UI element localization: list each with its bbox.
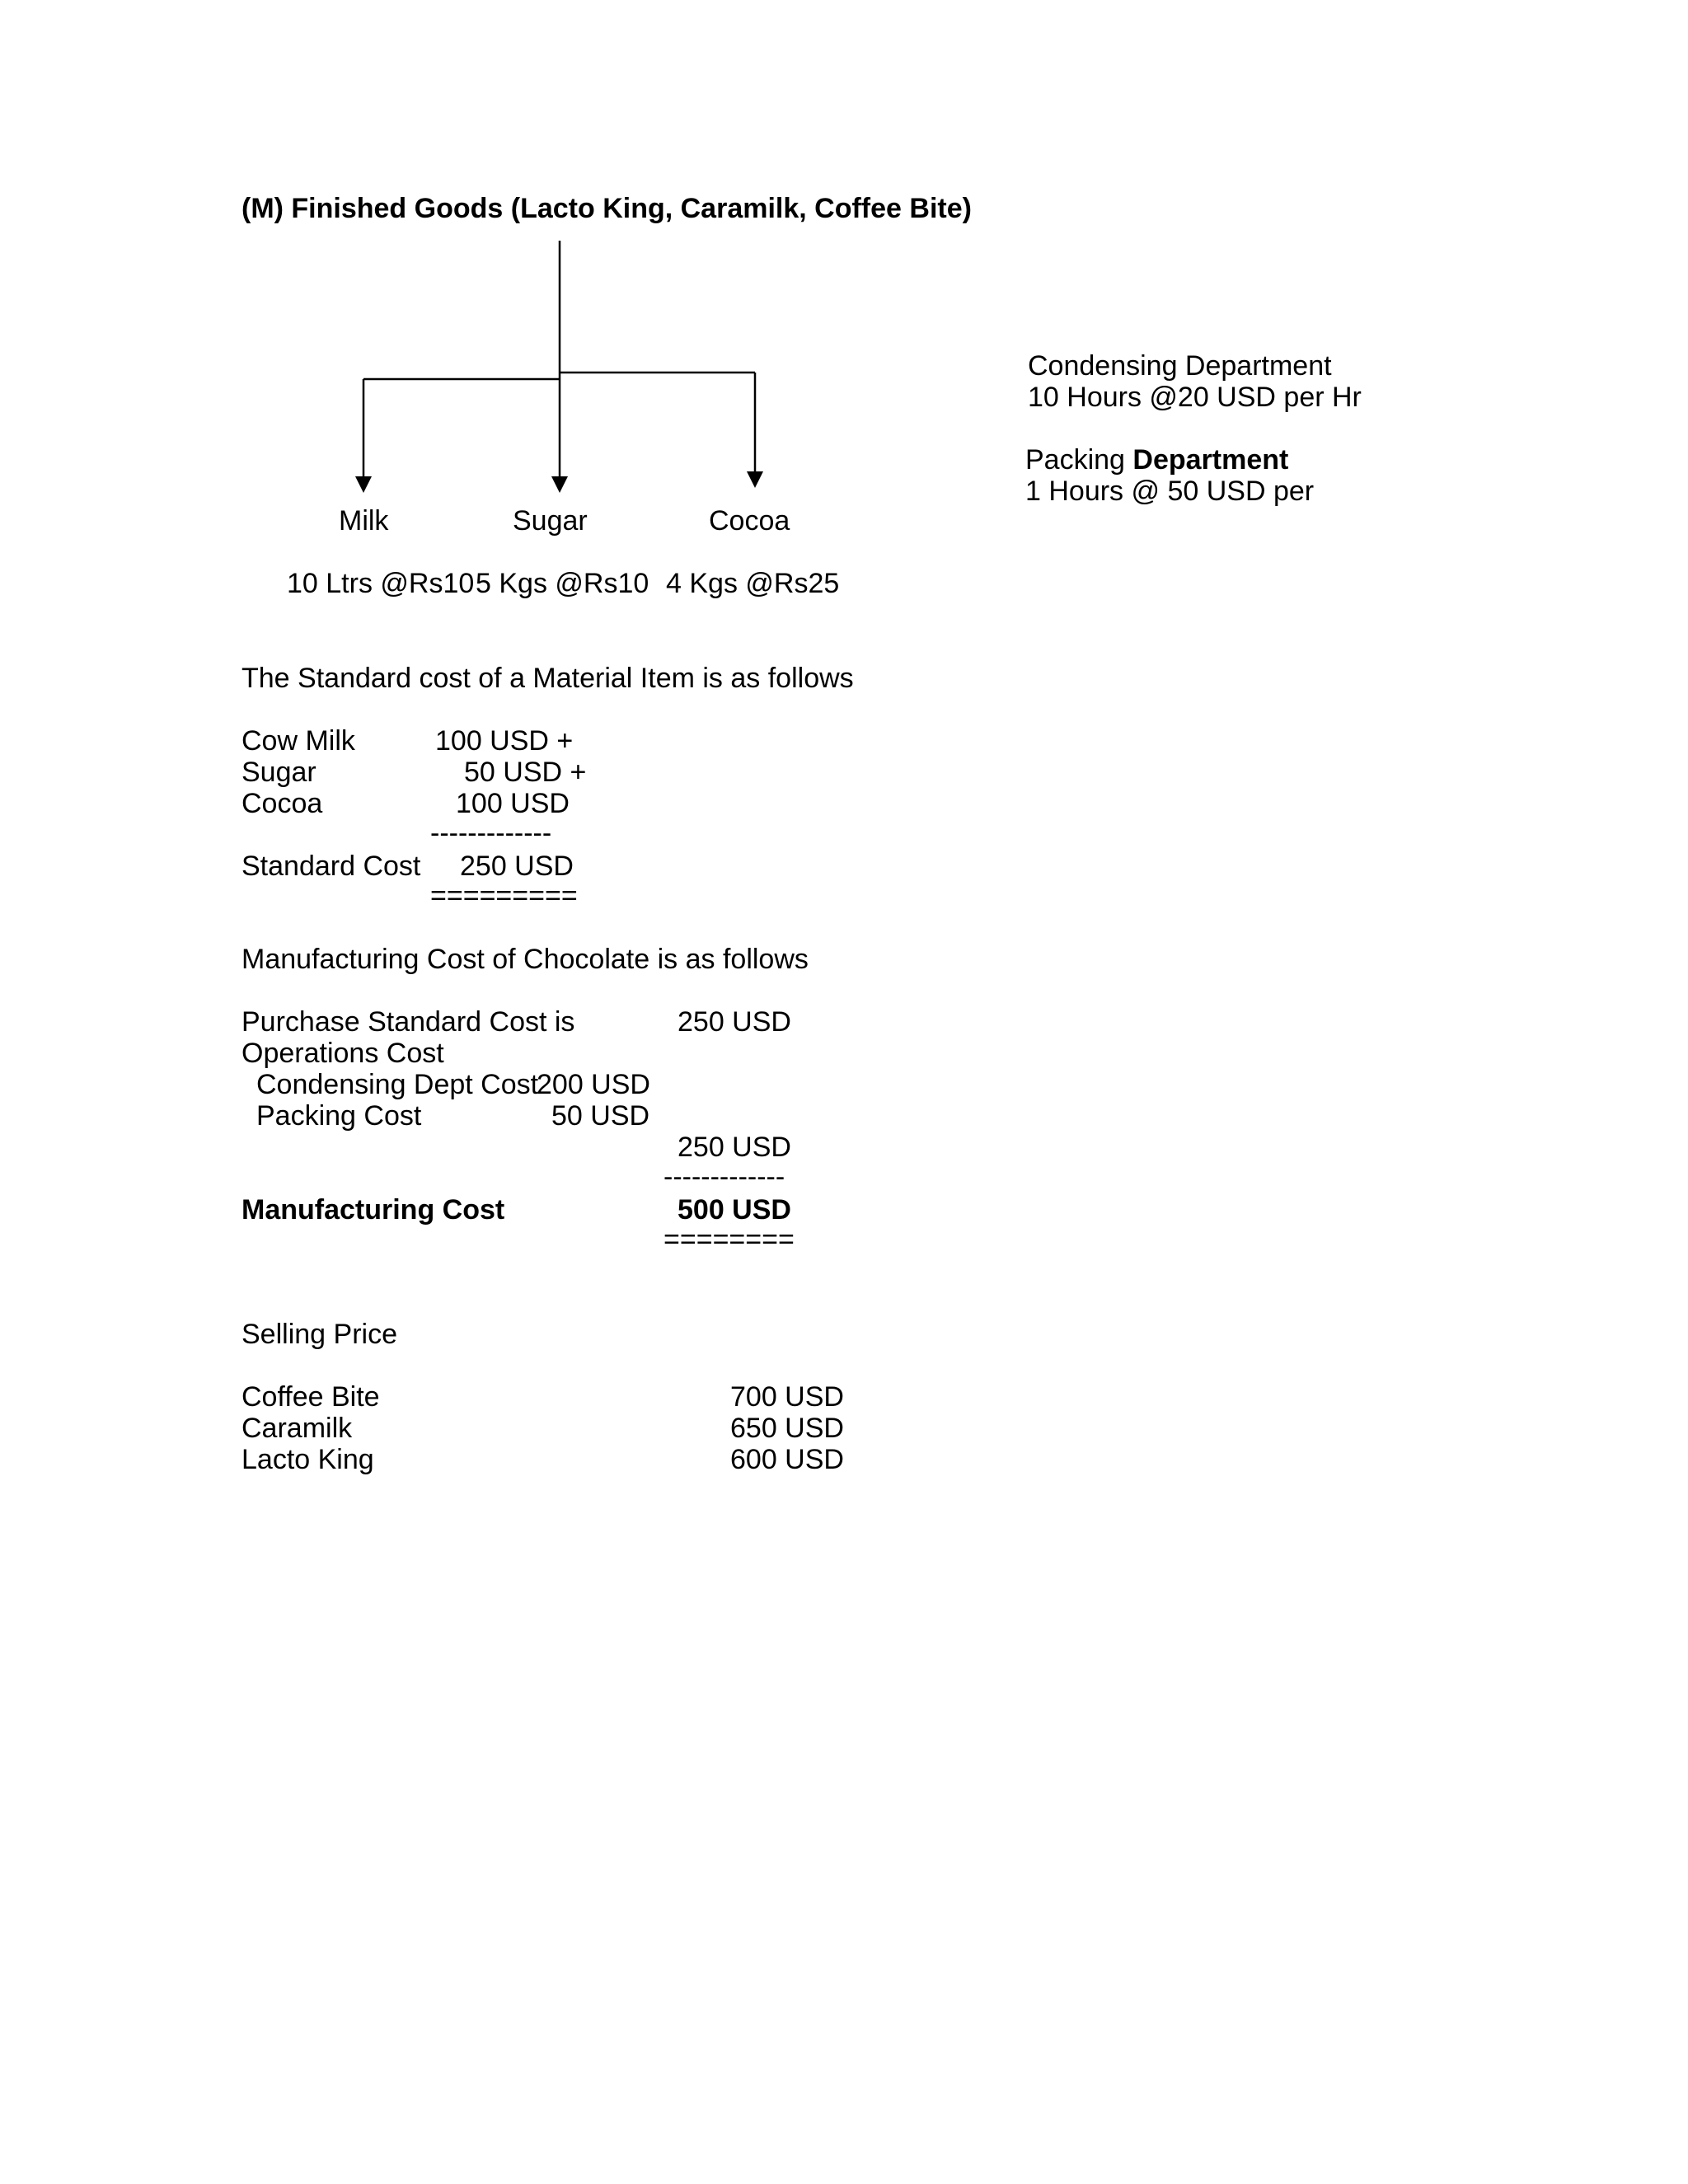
manufacturing-heading: Manufacturing Cost of Chocolate is as follows [241, 944, 809, 975]
standard-cost-heading: The Standard cost of a Material Item is as follows [241, 663, 854, 694]
manufacturing-double-rule: ======== [663, 1224, 795, 1255]
tree-node-sugar: Sugar [513, 505, 588, 537]
selling-item-label: Coffee Bite [241, 1381, 380, 1413]
purchase-cost-label: Purchase Standard Cost is [241, 1006, 575, 1038]
standard-cost-total-value: 250 USD [460, 851, 574, 882]
cocoa-arrow-icon [747, 471, 763, 488]
condensing-cost-label: Condensing Dept Cost [256, 1069, 539, 1100]
manufacturing-total-label: Manufacturing Cost [241, 1194, 505, 1226]
manufacturing-total-value: 500 USD [678, 1194, 791, 1226]
packing-cost-label: Packing Cost [256, 1100, 422, 1132]
page-title: (M) Finished Goods (Lacto King, Caramilk, Coffee Bite) [241, 193, 972, 224]
standard-cost-item-value: 100 USD + [435, 725, 574, 757]
standard-cost-item-label: Cocoa [241, 788, 323, 819]
selling-item-value: 700 USD [730, 1381, 844, 1413]
condensing-department-label: Condensing Department [1028, 350, 1332, 382]
standard-cost-item-label: Sugar [241, 757, 316, 788]
packing-department-rate: 1 Hours @ 50 USD per [1025, 476, 1315, 507]
selling-item-label: Caramilk [241, 1413, 353, 1444]
quantity-cocoa: 4 Kgs @Rs25 [666, 568, 840, 599]
selling-item-value: 650 USD [730, 1413, 844, 1444]
quantity-sugar: 5 Kgs @Rs10 [476, 568, 649, 599]
condensing-cost-value: 200 USD [537, 1069, 650, 1100]
packing-cost-value: 50 USD [551, 1100, 650, 1132]
operations-cost-label: Operations Cost [241, 1038, 444, 1069]
quantity-milk: 10 Ltrs @Rs10 [287, 568, 475, 599]
packing-label-bold: Department [1132, 444, 1289, 476]
packing-department-label [1025, 444, 1288, 476]
milk-arrow-icon [355, 476, 372, 493]
operations-cost-total: 250 USD [678, 1132, 791, 1163]
condensing-department-rate: 10 Hours @20 USD per Hr [1028, 382, 1362, 413]
sugar-arrow-icon [551, 476, 568, 493]
standard-cost-separator: ------------- [430, 818, 552, 849]
selling-item-label: Lacto King [241, 1444, 374, 1475]
standard-cost-item-value: 50 USD + [464, 757, 587, 788]
standard-cost-total-label: Standard Cost [241, 851, 421, 882]
standard-cost-double-rule: ========= [430, 880, 578, 912]
manufacturing-separator: ------------- [663, 1161, 785, 1193]
packing-label-prefix: Packing [1025, 444, 1125, 476]
selling-item-value: 600 USD [730, 1444, 844, 1475]
standard-cost-item-label: Cow Milk [241, 725, 355, 757]
purchase-cost-value: 250 USD [678, 1006, 791, 1038]
standard-cost-item-value: 100 USD [456, 788, 570, 819]
selling-price-heading: Selling Price [241, 1319, 397, 1350]
tree-node-cocoa: Cocoa [709, 505, 790, 537]
tree-node-milk: Milk [339, 505, 389, 537]
